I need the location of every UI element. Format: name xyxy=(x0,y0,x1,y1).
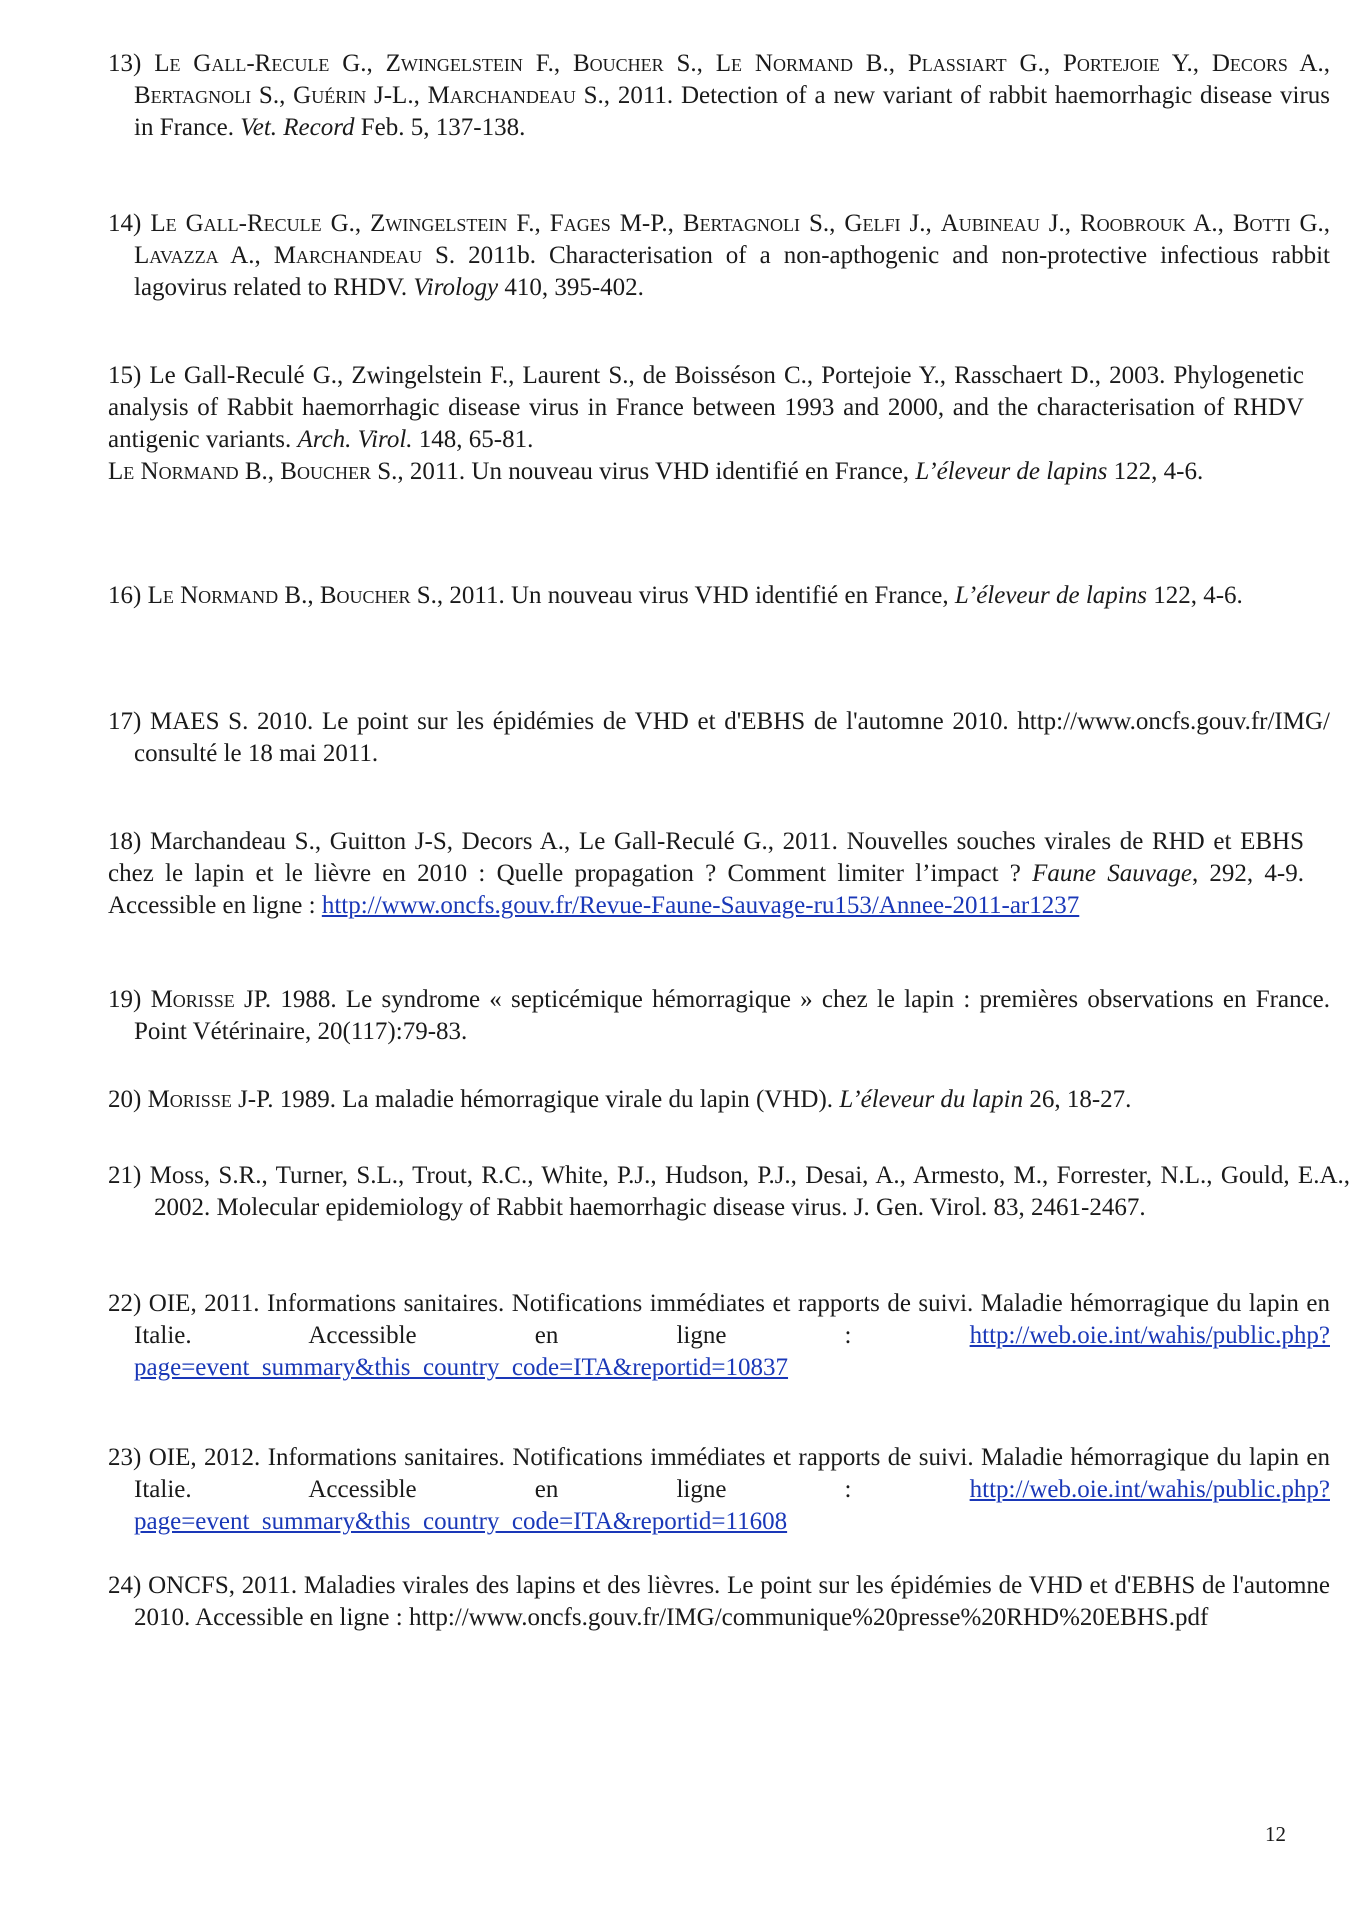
reference-text: B., xyxy=(278,582,320,609)
reference-text: 16) xyxy=(108,582,148,609)
reference-text: A., xyxy=(1287,50,1330,77)
author-name: Boucher xyxy=(280,458,371,485)
publication-title: L’éleveur de lapins xyxy=(915,458,1108,485)
reference-15 xyxy=(108,360,1304,456)
reference-text: 21) Moss, S.R., Turner, S.L., Trout, R.C., White, P.J., Hudson, P.J., Desai, A., Armesto, M., Forrester, N.L., Gould, E.A., 2002. Molecular epidemiology of Rabbit haemorrhagic disease virus. J. Gen. Virol. 83, 2461-2467. xyxy=(108,1162,1350,1221)
author-name: Le Normand xyxy=(715,50,853,77)
reference-link[interactable]: http://www.oncfs.gouv.fr/Revue-Faune-Sauvage-ru153/Annee-2011-ar1237 xyxy=(321,892,1080,919)
reference-text: F., xyxy=(522,50,573,77)
publication-title: L’éleveur de lapins xyxy=(954,582,1147,609)
author-name: Decors xyxy=(1211,50,1288,77)
reference-14 xyxy=(108,208,1330,304)
reference-text: S., xyxy=(663,50,716,77)
reference-text: 148, 65-81. xyxy=(412,426,534,453)
reference-text: S., 2011. Un nouveau virus VHD identifié en France, xyxy=(410,582,955,609)
reference-text: 22) OIE, 2011. Informations sanitaires. Notifications immédiates et rapports de suivi. Maladie hémorragique du lapin en Italie. Accessible en ligne : xyxy=(108,1290,1330,1349)
reference-22 xyxy=(108,1288,1330,1384)
reference-17 xyxy=(108,706,1330,770)
reference-text: J., xyxy=(1039,210,1080,237)
author-name: Aubineau xyxy=(940,210,1040,237)
reference-text: B., xyxy=(852,50,908,77)
reference-text: 20) xyxy=(108,1086,148,1113)
author-name: Gelfi xyxy=(844,210,901,237)
publication-title: L’éleveur du lapin xyxy=(839,1086,1024,1113)
reference-text: G., xyxy=(1290,210,1331,237)
reference-text: F., xyxy=(507,210,550,237)
reference-24 xyxy=(108,1570,1330,1634)
author-name: Le Normand xyxy=(147,582,279,609)
author-name: Guérin xyxy=(293,82,367,109)
publication-title: Vet. Record xyxy=(240,114,355,141)
author-name: Morisse xyxy=(150,986,235,1013)
reference-link[interactable]: http://web.oie.int/wahis/public.php?page=event_summary&this_country_code=ITA&reportid=11608 xyxy=(134,1476,1330,1535)
reference-text: 17) MAES S. 2010. Le point sur les épidémies de VHD et d'EBHS de l'automne 2010. http://www.oncfs.gouv.fr/IMG/ consulté le 18 mai 2011. xyxy=(108,708,1330,767)
reference-16 xyxy=(108,580,1330,612)
author-name: Marchandeau xyxy=(273,242,423,269)
reference-text: 15) Le Gall-Reculé G., Zwingelstein F., Laurent S., de Boisséson C., Portejoie Y., Rasschaert D., 2003. Phylogenetic analysis of Rabbit haemorrhagic disease virus in France between 1993 and 2000, and the characterisation of RHDV antigenic variants. xyxy=(108,362,1304,453)
reference-text: 26, 18-27. xyxy=(1023,1086,1132,1113)
author-name: Bertagnoli xyxy=(134,82,252,109)
author-name: Boucher xyxy=(319,582,411,609)
reference-text: G., xyxy=(1006,50,1063,77)
author-name: Morisse xyxy=(147,1086,232,1113)
reference-21 xyxy=(108,1160,1350,1224)
reference-text: JP. 1988. Le syndrome « septicémique hémorragique » chez le lapin : premières observations en France. Point Vétérinaire, 20(117):79-83. xyxy=(134,986,1331,1045)
reference-text: , 292, 4-9. Accessible en ligne : xyxy=(108,860,1305,919)
author-name: Zwingelstein xyxy=(370,210,508,237)
reference-text: 14) xyxy=(108,210,151,237)
reference-19 xyxy=(108,984,1330,1048)
reference-15-addendum xyxy=(108,456,1326,488)
reference-text: 410, 395-402. xyxy=(498,274,644,301)
reference-text: A., xyxy=(218,242,274,269)
author-name: Le Gall-Recule xyxy=(150,210,322,237)
author-name: Botti xyxy=(1232,210,1291,237)
reference-text: 18) Marchandeau S., Guitton J-S, Decors A., Le Gall-Reculé G., 2011. Nouvelles souches virales de RHD et EBHS chez le lapin et le lièvre en 2010 : Quelle propagation ? Comment limiter l’impact ? xyxy=(108,828,1304,887)
reference-text: 122, 4-6. xyxy=(1107,458,1204,485)
reference-text: 122, 4-6. xyxy=(1146,582,1243,609)
reference-text: S., xyxy=(251,82,294,109)
author-name: Zwingelstein xyxy=(385,50,523,77)
author-name: Le Normand xyxy=(108,458,239,485)
reference-text: 19) xyxy=(108,986,151,1013)
reference-23 xyxy=(108,1442,1330,1538)
publication-title: Arch. Virol. xyxy=(297,426,413,453)
reference-text: G., xyxy=(321,210,371,237)
author-name: Portejoie xyxy=(1062,50,1160,77)
page-number: 12 xyxy=(1265,1822,1286,1846)
reference-text: Y., xyxy=(1159,50,1212,77)
reference-text: Feb. 5, 137-138. xyxy=(354,114,526,141)
publication-title: Virology xyxy=(413,274,499,301)
author-name: Roobrouk xyxy=(1079,210,1186,237)
author-name: Lavazza xyxy=(134,242,219,269)
reference-text: S., xyxy=(800,210,845,237)
author-name: Plassiart xyxy=(907,50,1007,77)
reference-text: J-L., xyxy=(366,82,428,109)
reference-text: A., xyxy=(1185,210,1233,237)
reference-text: S., 2011. Un nouveau virus VHD identifié en France, xyxy=(370,458,916,485)
reference-text: G., xyxy=(329,50,386,77)
reference-text: 24) ONCFS, 2011. Maladies virales des lapins et des lièvres. Le point sur les épidémies de VHD et d'EBHS de l'automne 2010. Accessible en ligne : http://www.oncfs.gouv.fr/IMG/communique%20presse%20RHD%20EBHS.pdf xyxy=(108,1572,1330,1631)
reference-text: S., 2011. Detection of a new variant of rabbit haemorrhagic disease virus in France. xyxy=(134,82,1331,141)
reference-text: 13) xyxy=(108,50,155,77)
author-name: Boucher xyxy=(572,50,664,77)
reference-20 xyxy=(108,1084,1330,1116)
author-name: Marchandeau xyxy=(427,82,576,109)
reference-text: J., xyxy=(900,210,941,237)
reference-text: J-P. 1989. La maladie hémorragique virale du lapin (VHD). xyxy=(231,1086,840,1113)
reference-text: B., xyxy=(238,458,281,485)
reference-text: 23) OIE, 2012. Informations sanitaires. Notifications immédiates et rapports de suivi. Maladie hémorragique du lapin en Italie. Accessible en ligne : xyxy=(108,1444,1330,1503)
author-name: Le Gall-Recule xyxy=(154,50,330,77)
publication-title: Faune Sauvage xyxy=(1032,860,1192,887)
reference-text: S. 2011b. Characterisation of a non-apthogenic and non-protective infectious rabbit lagovirus related to RHDV. xyxy=(134,242,1330,301)
reference-text: M-P., xyxy=(610,210,683,237)
reference-13 xyxy=(108,48,1330,144)
author-name: Bertagnoli xyxy=(682,210,801,237)
author-name: Fages xyxy=(549,210,611,237)
reference-18 xyxy=(108,826,1304,922)
reference-link[interactable]: http://web.oie.int/wahis/public.php?page=event_summary&this_country_code=ITA&reportid=10837 xyxy=(134,1322,1330,1381)
